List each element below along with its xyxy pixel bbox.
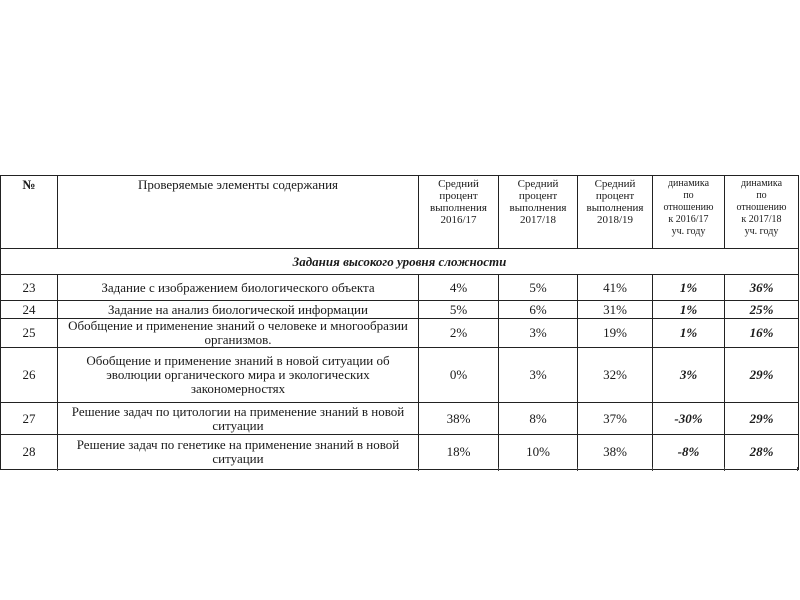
pct-2017-18: 3% bbox=[499, 348, 578, 403]
task-topic: Решение задач по генетике на применение знаний в новой ситуации bbox=[58, 435, 419, 470]
task-number: 27 bbox=[1, 403, 58, 435]
header-pct-2016-17: Средний процент выполнения 2016/17 bbox=[419, 176, 499, 249]
border-stub bbox=[577, 467, 578, 471]
task-number: 23 bbox=[1, 275, 58, 301]
pct-2016-17: 38% bbox=[419, 403, 499, 435]
pct-2017-18: 3% bbox=[499, 319, 578, 348]
pct-2017-18: 5% bbox=[499, 275, 578, 301]
pct-2018-19: 32% bbox=[578, 348, 653, 403]
pct-2018-19: 41% bbox=[578, 275, 653, 301]
table-row bbox=[1, 319, 799, 348]
pct-2018-19: 19% bbox=[578, 319, 653, 348]
task-number: 24 bbox=[1, 301, 58, 319]
pct-2018-19: 38% bbox=[578, 435, 653, 470]
header-pct-2017-18: Средний процент выполнения 2017/18 bbox=[499, 176, 578, 249]
dynamics-vs-2017-18: 36% bbox=[725, 275, 799, 301]
pct-2016-17: 5% bbox=[419, 301, 499, 319]
dynamics-vs-2016-17: -8% bbox=[653, 435, 725, 470]
dynamics-vs-2016-17: -30% bbox=[653, 403, 725, 435]
border-stub bbox=[418, 467, 419, 471]
dynamics-vs-2016-17: 1% bbox=[653, 319, 725, 348]
header-topic: Проверяемые элементы содержания bbox=[58, 176, 419, 249]
task-topic: Обобщение и применение знаний о человеке и многообразии организмов. bbox=[58, 319, 419, 348]
dynamics-vs-2016-17: 1% bbox=[653, 301, 725, 319]
border-stub bbox=[724, 467, 725, 471]
results-table bbox=[0, 175, 799, 470]
pct-2017-18: 6% bbox=[499, 301, 578, 319]
table-row bbox=[1, 403, 799, 435]
table-row bbox=[1, 348, 799, 403]
table-row bbox=[1, 435, 799, 470]
task-topic: Задание на анализ биологической информации bbox=[58, 301, 419, 319]
border-stub bbox=[498, 467, 499, 471]
header-dynamics-vs-2016-17: динамика по отношению к 2016/17 уч. году bbox=[653, 176, 725, 249]
dynamics-vs-2017-18: 25% bbox=[725, 301, 799, 319]
pct-2016-17: 0% bbox=[419, 348, 499, 403]
pct-2017-18: 8% bbox=[499, 403, 578, 435]
section-row bbox=[1, 249, 799, 275]
border-stub bbox=[797, 467, 798, 471]
header-pct-2018-19: Средний процент выполнения 2018/19 bbox=[578, 176, 653, 249]
table-row bbox=[1, 275, 799, 301]
table-header-row bbox=[1, 176, 799, 249]
dynamics-vs-2016-17: 3% bbox=[653, 348, 725, 403]
pct-2016-17: 4% bbox=[419, 275, 499, 301]
pct-2018-19: 37% bbox=[578, 403, 653, 435]
task-topic: Задание с изображением биологического объекта bbox=[58, 275, 419, 301]
pct-2018-19: 31% bbox=[578, 301, 653, 319]
border-stub bbox=[652, 467, 653, 471]
task-topic: Решение задач по цитологии на применение знаний в новой ситуации bbox=[58, 403, 419, 435]
section-title: Задания высокого уровня сложности bbox=[1, 249, 799, 275]
task-number: 26 bbox=[1, 348, 58, 403]
header-dynamics-vs-2017-18: динамика по отношению к 2017/18 уч. году bbox=[725, 176, 799, 249]
pct-2017-18: 10% bbox=[499, 435, 578, 470]
dynamics-vs-2017-18: 29% bbox=[725, 348, 799, 403]
dynamics-vs-2017-18: 28% bbox=[725, 435, 799, 470]
table-row bbox=[1, 301, 799, 319]
dynamics-vs-2017-18: 16% bbox=[725, 319, 799, 348]
task-topic: Обобщение и применение знаний в новой ситуации об эволюции органического мира и экологических закономерностях bbox=[58, 348, 419, 403]
dynamics-vs-2016-17: 1% bbox=[653, 275, 725, 301]
task-number: 25 bbox=[1, 319, 58, 348]
dynamics-vs-2017-18: 29% bbox=[725, 403, 799, 435]
header-number: № bbox=[1, 176, 58, 249]
pct-2016-17: 18% bbox=[419, 435, 499, 470]
task-number: 28 bbox=[1, 435, 58, 470]
pct-2016-17: 2% bbox=[419, 319, 499, 348]
border-stub bbox=[57, 467, 58, 471]
